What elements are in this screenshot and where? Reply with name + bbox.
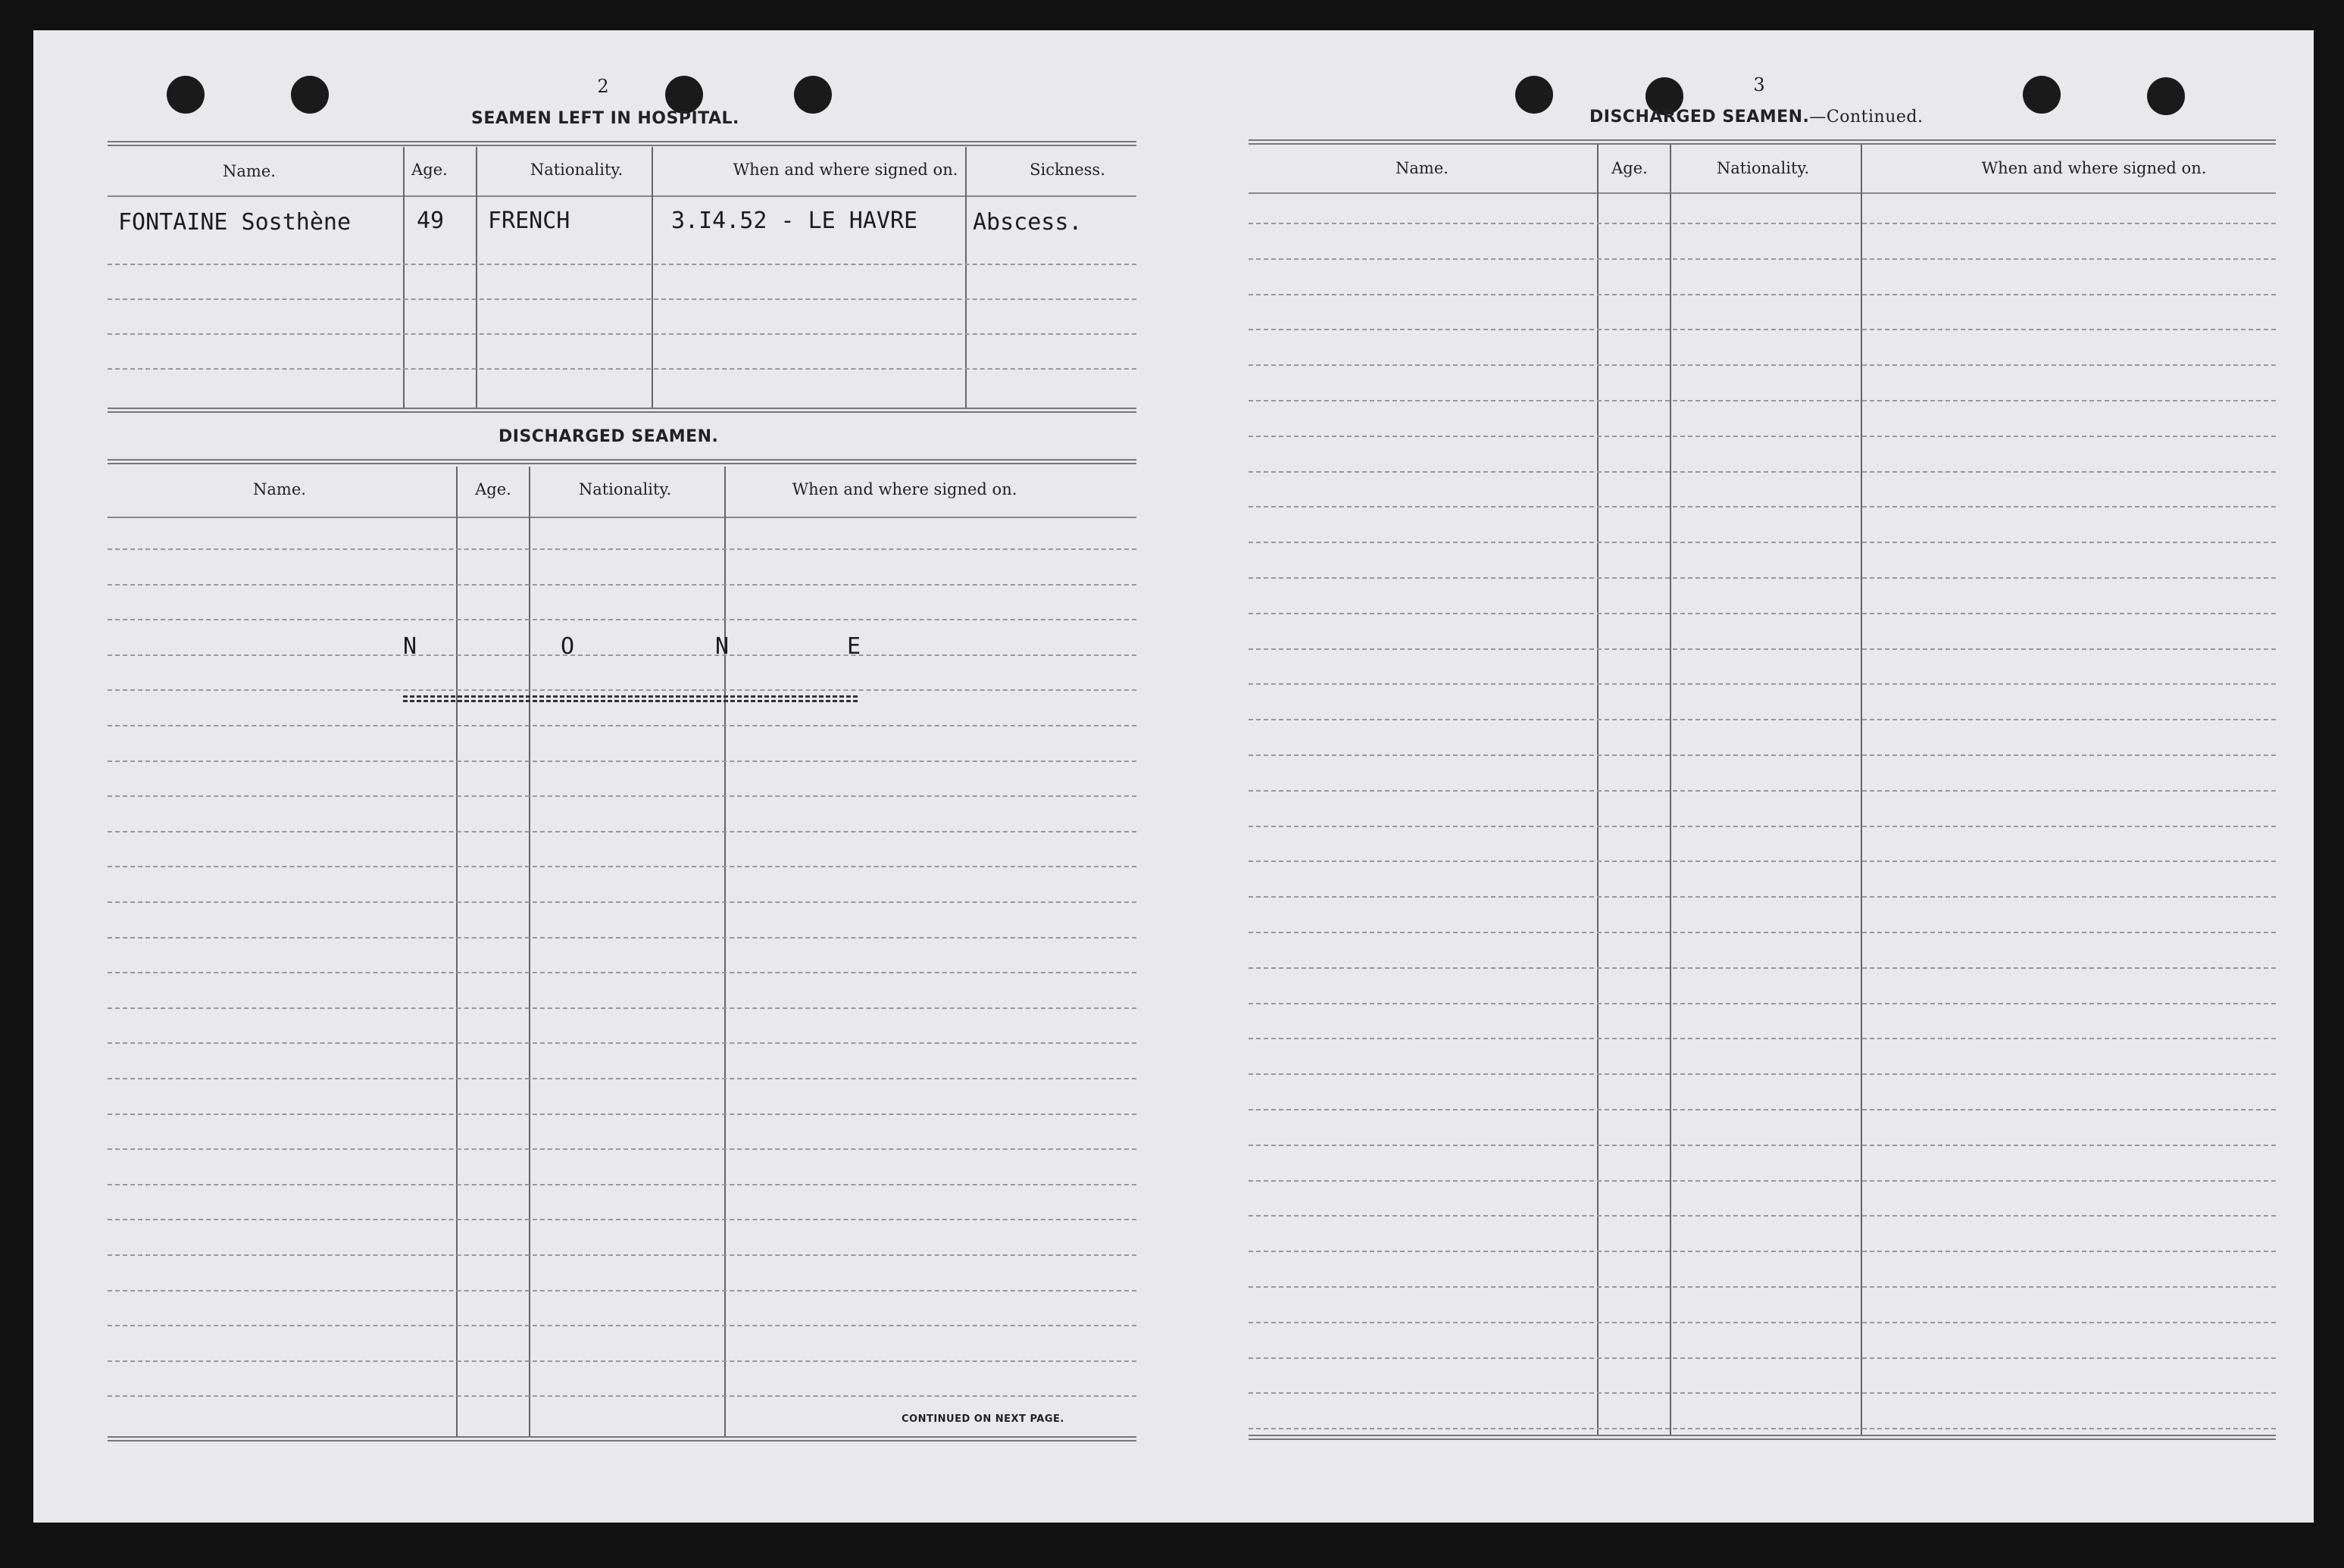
row-line [108,1114,1136,1115]
table-bottom-rule [1249,1435,2276,1440]
row-line [108,831,1136,832]
row-line [1249,1003,2276,1004]
row-line [1249,577,2276,579]
column-header-signed-on: When and where signed on. [1981,159,2207,177]
row-line [108,1360,1136,1362]
punch-hole-icon [2147,77,2185,115]
row-line [108,1148,1136,1150]
row-line [1249,967,2276,969]
page-number-right: 3 [1753,74,1765,95]
row-line [1249,754,2276,756]
row-line [1249,542,2276,543]
hospital-section-title: SEAMEN LEFT IN HOSPITAL. [471,109,739,128]
row-line [1249,223,2276,224]
right-title-continued: —Continued. [1809,108,1924,127]
right-section-title [1589,108,1923,127]
column-header-signed-on: When and where signed on. [733,161,958,179]
typed-underline [403,700,858,702]
row-line [1249,436,2276,437]
row-line [108,1219,1136,1220]
column-header-signed-on: When and where signed on. [792,480,1017,498]
document-sheet [33,30,2314,1523]
row-line [108,795,1136,797]
row-line [1249,932,2276,933]
row-line [108,866,1136,867]
table-bottom-rule [108,1436,1136,1441]
continued-note: CONTINUED ON NEXT PAGE. [902,1413,1064,1425]
row-line [1249,1392,2276,1394]
row-line [1249,1109,2276,1110]
row-line [108,1007,1136,1009]
row-line [108,761,1136,762]
column-header-name: Name. [253,480,306,498]
row-line [108,725,1136,726]
table-top-rule [108,141,1136,146]
typed-letter: N [715,633,730,660]
row-line [108,1042,1136,1044]
row-line [1249,329,2276,330]
cell-age: 49 [417,208,445,234]
row-line [1249,1251,2276,1252]
column-header-nationality: Nationality. [578,480,672,498]
row-line [1249,400,2276,401]
row-line [108,264,1136,265]
row-line [108,1078,1136,1079]
punch-hole-icon [794,76,832,114]
row-line [108,654,1136,656]
right-title-main: DISCHARGED SEAMEN. [1589,108,1810,127]
row-line [1249,896,2276,898]
column-header-sickness: Sickness. [1030,161,1105,179]
row-line [108,972,1136,973]
typed-underline [403,695,858,698]
column-header-age: Age. [411,161,448,179]
table-top-rule [1249,139,2276,145]
row-line [108,298,1136,300]
column-header-age: Age. [1611,159,1648,177]
row-line [1249,790,2276,792]
row-line [1249,648,2276,650]
row-line [108,1254,1136,1256]
row-line [1249,1428,2276,1429]
column-header-nationality: Nationality. [530,161,624,179]
header-bottom-rule [1249,192,2276,194]
row-line [1249,613,2276,614]
row-line [1249,294,2276,295]
table-top-rule [108,459,1136,464]
header-bottom-rule [108,195,1136,197]
row-line [1249,1322,2276,1323]
column-divider [403,147,405,409]
row-line [108,1290,1136,1292]
punch-hole-icon [665,76,703,114]
row-line [1249,258,2276,260]
cell-nationality: FRENCH [488,208,570,234]
header-bottom-rule [108,517,1136,518]
row-line [1249,826,2276,827]
row-line [1249,1145,2276,1146]
row-line [1249,861,2276,862]
page-number-left: 2 [597,76,609,97]
typed-letter: E [847,633,861,660]
row-line [1249,1286,2276,1288]
punch-hole-icon [2023,76,2061,114]
row-line [1249,683,2276,685]
row-line [108,368,1136,370]
typed-letter: N [403,633,417,660]
row-line [1249,1180,2276,1182]
column-divider [476,147,477,409]
cell-signed-on: 3.I4.52 - LE HAVRE [671,208,918,234]
punch-hole-icon [1515,76,1553,114]
column-divider [965,147,967,409]
row-line [1249,1073,2276,1075]
discharged-section-title: DISCHARGED SEAMEN. [498,427,719,446]
column-header-name: Name. [223,162,276,180]
column-divider [652,147,653,409]
table-bottom-rule [108,408,1136,413]
punch-hole-icon [167,76,205,114]
row-line [1249,1215,2276,1217]
row-line [1249,1357,2276,1359]
cell-sickness: Abscess. [973,209,1083,236]
row-line [108,901,1136,903]
row-line [1249,364,2276,366]
punch-hole-icon [291,76,329,114]
typed-letter: O [561,633,575,660]
row-line [1249,719,2276,720]
cell-name: FONTAINE Sosthène [118,209,352,236]
row-line [1249,1038,2276,1039]
column-header-age: Age. [475,480,511,498]
column-header-name: Name. [1395,159,1449,177]
row-line [108,937,1136,939]
row-line [108,548,1136,550]
row-line [1249,506,2276,508]
row-line [108,619,1136,620]
row-line [108,1395,1136,1397]
row-line [108,1325,1136,1326]
row-line [108,584,1136,586]
row-line [108,689,1136,691]
row-line [108,1184,1136,1185]
row-line [1249,471,2276,473]
column-header-nationality: Nationality. [1716,159,1810,177]
row-line [108,333,1136,335]
